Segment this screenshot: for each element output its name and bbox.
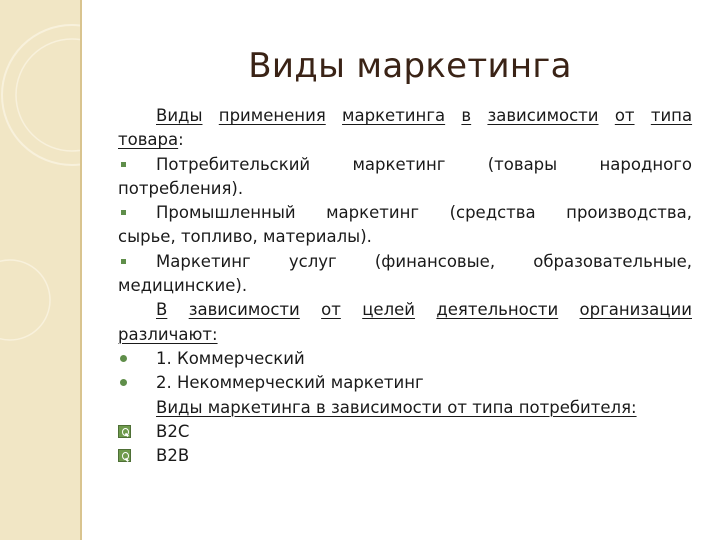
list-item-services-line2: медицинские). xyxy=(118,276,248,296)
goals-word: В xyxy=(156,300,168,320)
round-bullet-icon xyxy=(118,347,156,371)
consumer-type-heading xyxy=(118,396,692,420)
list-item-consumer xyxy=(118,153,692,177)
goals-word: деятельности xyxy=(436,300,559,320)
consumer-word: Потребительский xyxy=(156,154,311,174)
intro-word-goods: товара xyxy=(118,130,179,150)
goals-word: от xyxy=(321,300,341,320)
org-type-label: 2. Некоммерческий маркетинг xyxy=(156,373,424,393)
slide-content xyxy=(118,104,692,468)
intro-paragraph-line1 xyxy=(118,104,692,128)
consumer-word: маркетинг xyxy=(352,154,446,174)
services-word: образовательные, xyxy=(533,251,693,271)
consumer-type-label: B2B xyxy=(156,446,190,466)
goals-word: организации xyxy=(579,300,692,320)
checkbox-bullet-icon xyxy=(118,420,156,444)
intro-word: маркетинга xyxy=(342,106,446,125)
consumer-word: народного xyxy=(599,154,693,174)
intro-word: от xyxy=(614,106,635,125)
consumer-type-label: B2C xyxy=(156,421,190,441)
services-word: Маркетинг xyxy=(156,251,251,271)
goals-word: целей xyxy=(362,300,416,320)
list-item-b2b xyxy=(118,444,692,468)
goals-paragraph-line1 xyxy=(118,298,692,322)
intro-word: зависимости xyxy=(487,106,599,125)
page-title: Виды маркетинга xyxy=(248,46,572,86)
intro-word: типа xyxy=(650,106,693,125)
industrial-line1: Промышленный маркетинг (средства производства, xyxy=(156,203,692,223)
intro-word: в xyxy=(461,106,472,125)
intro-colon: : xyxy=(178,130,184,150)
sidebar-divider xyxy=(80,0,82,540)
services-word: услуг xyxy=(288,251,337,271)
square-bullet-icon xyxy=(118,250,156,274)
goals-distinguish: различают: xyxy=(118,324,218,344)
square-bullet-icon xyxy=(118,201,156,225)
checkbox-bullet-icon xyxy=(118,444,156,468)
intro-word: Виды xyxy=(156,106,203,125)
list-item-noncommercial xyxy=(118,371,692,395)
goals-word: зависимости xyxy=(188,300,300,320)
round-bullet-icon xyxy=(118,371,156,395)
consumer-word: (товары xyxy=(487,154,558,174)
services-word: (финансовые, xyxy=(374,251,496,271)
list-item-b2c xyxy=(118,420,692,444)
intro-word: применения xyxy=(218,106,326,125)
list-item-services xyxy=(118,250,692,274)
square-bullet-icon xyxy=(118,153,156,177)
list-item-industrial xyxy=(118,201,692,225)
consumer-type-heading-text: Виды маркетинга в зависимости от типа потребителя: xyxy=(156,397,637,417)
list-item-commercial xyxy=(118,347,692,371)
sidebar-circles-decoration xyxy=(0,0,80,540)
goals-paragraph-line2 xyxy=(118,323,692,347)
list-item-industrial-line2: сырье, топливо, материалы). xyxy=(118,227,372,247)
list-item-consumer-line2: потребления). xyxy=(118,178,244,198)
org-type-label: 1. Коммерческий xyxy=(156,348,305,368)
intro-paragraph-line2 xyxy=(118,128,692,152)
decorative-sidebar xyxy=(0,0,80,540)
